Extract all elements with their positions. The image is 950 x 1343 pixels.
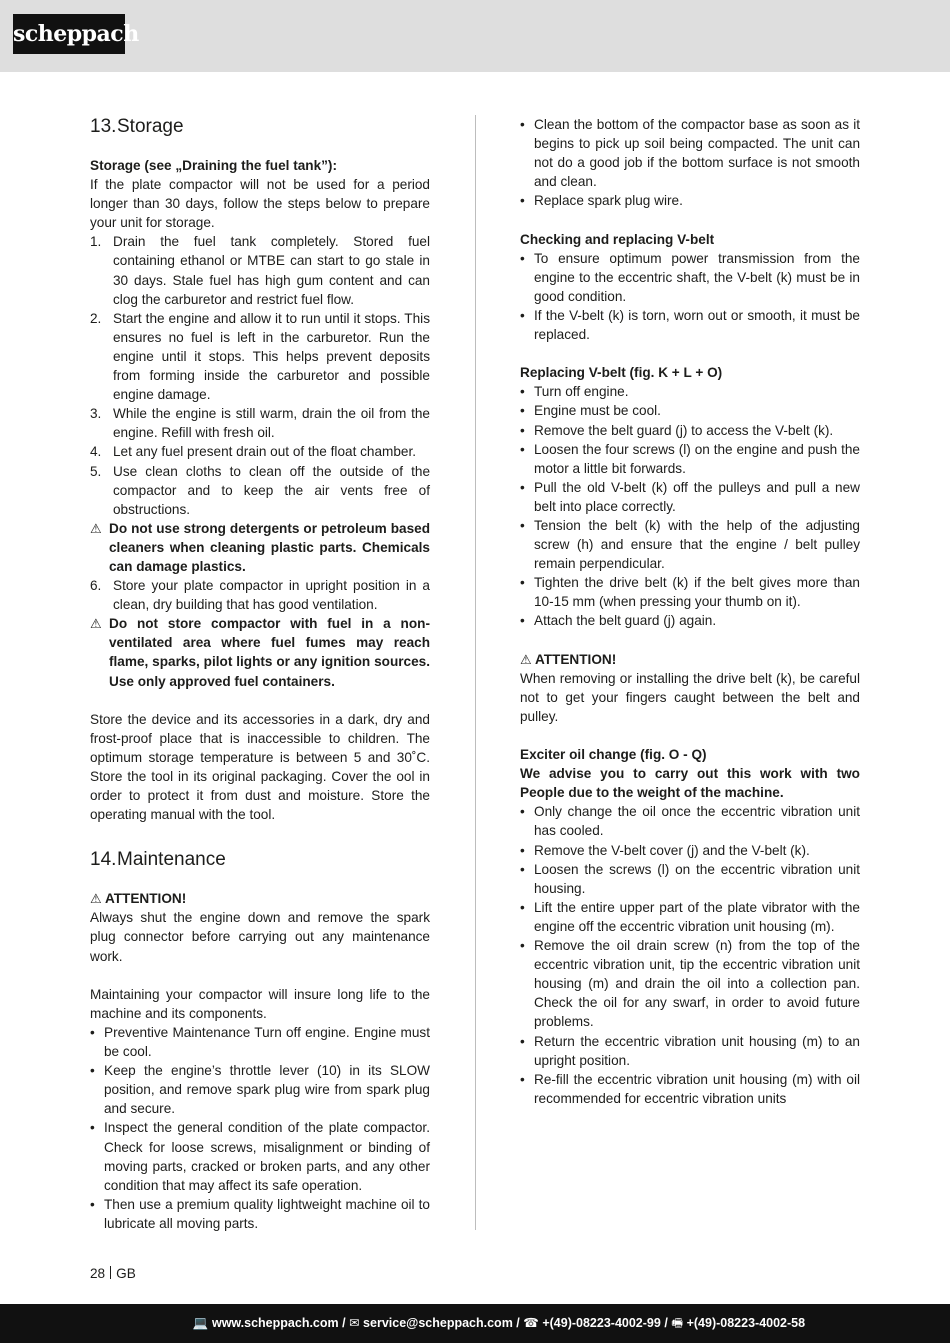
bullet-item [520,115,860,191]
bullet-icon: • [520,403,525,419]
bullet-item [520,573,860,611]
bullet-icon: • [90,1024,95,1040]
vbelt-attention-text: When removing or installing the drive belt (k), be careful not to get your fingers caught between the belt and pulley. [520,670,860,724]
bullet-icon: • [520,422,525,438]
bullet-item [520,611,860,630]
column-divider [475,115,476,1230]
numbered-step [90,462,430,519]
bullet-text: Preventive Maintenance Turn off engine. Engine must be cool. [104,1024,430,1060]
bullet-text: Remove the V-belt cover (j) and the V-belt (k). [534,842,810,858]
bullet-text: Attach the belt guard (j) again. [534,613,717,629]
bullet-icon: • [520,842,525,858]
bullet-item [520,516,860,573]
bullet-item [520,898,860,936]
maintenance-attention-text: Always shut the engine down and remove the spark plug connector before carrying out any maintenance work. [90,910,430,964]
bullet-text: Lift the entire upper part of the plate vibrator with the engine off the eccentric vibration unit housing (m). [534,899,860,934]
bullet-item [90,1061,430,1118]
bullet-item [520,191,860,210]
footer-separator [110,1266,111,1279]
warning-triangle-icon: ⚠ [90,616,102,632]
bullet-text: Then use a premium quality lightweight machine oil to lubricate all moving parts. [104,1196,430,1231]
section-number: 14. [90,849,117,871]
bullet-item [520,936,860,1031]
storage-steps-continued [90,576,430,614]
scheppach-logo: scheppach [13,14,125,54]
warning-triangle-icon: ⚠ [520,651,532,667]
bullet-icon: • [90,1196,95,1212]
language-code: GB [116,1266,136,1281]
bullet-text: Remove the oil drain screw (n) from the top of the eccentric vibration unit, tip the eccentric vibration unit housing (m) and drain the oil into a collection pan. Check the oil for any swarf, in order to avoid future problems. [534,938,860,1030]
bullet-text: If the V-belt (k) is torn, worn out or smooth, it must be replaced. [534,307,860,343]
step-number: 5. [90,463,102,479]
bullet-item [520,382,860,401]
left-column [90,115,430,1233]
bullet-icon: • [520,384,525,400]
step-text: Start the engine and allow it to run until it stops. This ensures no fuel is left in the carburetor. Run the engine until it stops. This helps prevent deposits from forming inside the carburetor and possible engine damage. [113,310,430,403]
maintenance-bullets [90,1023,430,1233]
bullet-icon: • [520,938,525,954]
exciter-heading: Exciter oil change (fig. O - Q) [520,747,707,763]
phone-icon: ☎ [523,1316,539,1330]
maintenance-intro: Maintaining your compactor will insure long life to the machine and its components. [90,986,430,1021]
vbelt-check-heading: Checking and replacing V-belt [520,231,715,247]
bullet-item [520,401,860,420]
bullet-text: Only change the oil once the eccentric vibration unit has cooled. [534,804,860,839]
exciter-bullets [520,802,860,1108]
vbelt-check-bullets [520,249,860,344]
bullet-icon: • [520,517,525,533]
section-heading-storage [90,115,430,139]
bullet-icon: • [520,193,525,209]
attention-label: ⚠ ATTENTION! [520,650,860,669]
step-text: Store your plate compactor in upright position in a clean, dry building that has good ventilation. [113,578,430,613]
bullet-text: Clean the bottom of the compactor base as soon as it begins to pick up soil being compacted. The unit can not do a good job if the bottom surface is not smooth and clean. [534,117,860,190]
storage-subheading: Storage (see „Draining the fuel tank”): [90,158,337,173]
numbered-step [90,404,430,442]
step-text: Use clean cloths to clean off the outside of the compactor and to keep the air vents free of obstructions. [113,463,430,517]
header-band [0,0,950,72]
bullet-icon: • [520,1071,525,1087]
bullet-icon: • [520,250,525,266]
section-title: Storage [117,116,184,137]
bullet-item [520,478,860,516]
page-footer [90,1264,136,1283]
bullet-item [520,1070,860,1108]
maintenance-bullets-continued [520,115,860,210]
bullet-icon: • [520,613,525,629]
bullet-item [520,1032,860,1070]
bullet-item [520,860,860,898]
bullet-text: Remove the belt guard (j) to access the V-belt (k). [534,422,834,438]
bullet-text: Tension the belt (k) with the help of the adjusting screw (h) and ensure that the engine / belt pulley remain perpendicular. [534,517,860,572]
bullet-item [90,1195,430,1233]
bullet-icon: • [520,307,525,323]
vbelt-replace-heading: Replacing V-belt (fig. K + L + O) [520,365,723,381]
bullet-text: Tighten the drive belt (k) if the belt gives more than 10-15 mm (when pressing your thumb on it). [534,575,860,610]
numbered-step [90,309,430,404]
page-number: 28 [90,1266,106,1281]
bullet-icon: • [520,899,525,915]
section-number: 13. [90,116,117,137]
bullet-icon: • [90,1063,95,1079]
bullet-icon: • [520,441,525,457]
bullet-item [520,306,860,344]
step-number: 6. [90,578,102,594]
step-text: Drain the fuel tank completely. Stored fuel containing ethanol or MTBE can start to go stale in 30 days. Stale fuel has high gum content and can clog the carburetor and restrict fuel flow. [113,234,430,307]
numbered-step [90,442,430,461]
bullet-text: Turn off engine. [534,384,629,400]
exciter-advice: We advise you to carry out this work with two People due to the weight of the machine. [520,766,860,801]
bullet-item [520,421,860,440]
bullet-icon: • [520,575,525,591]
bullet-text: Loosen the screws (l) on the eccentric vibration unit housing. [534,861,860,896]
contact-bar: 💻 www.scheppach.com / ✉ service@scheppach.com / ☎ +(49)-08223-4002-99 / 🖷 +(49)-08223-4002-58 [0,1304,950,1343]
bullet-text: Loosen the four screws (l) on the engine and push the motor a little bit forwards. [534,441,860,476]
bullet-icon: • [520,804,525,820]
email-link[interactable]: service@scheppach.com [363,1316,513,1330]
fax-icon: 🖷 [671,1316,684,1330]
bullet-text: Re-fill the eccentric vibration unit housing (m) with oil recommended for eccentric vibration units [534,1071,860,1106]
bullet-item [520,440,860,478]
bullet-item [520,249,860,306]
bullet-text: To ensure optimum power transmission from the engine to the eccentric shaft, the V-belt (k) must be in good condition. [534,250,860,304]
bullet-text: Inspect the general condition of the plate compactor. Check for loose screws, misalignment or binding of moving parts, cracked or broken parts, and any other condition that may affect its safe operation. [104,1120,430,1193]
bullet-item [520,841,860,860]
bullet-icon: • [520,1033,525,1049]
warning-detergents: ⚠ Do not use strong detergents or petroleum based cleaners when cleaning plastic parts. Chemicals can damage plastics. [90,520,430,574]
bullet-icon: • [90,1120,95,1136]
bullet-icon: • [520,861,525,877]
computer-icon: 💻 [192,1316,209,1330]
vbelt-replace-bullets [520,382,860,630]
bullet-item [90,1118,430,1194]
bullet-icon: • [520,479,525,495]
storage-closing: Store the device and its accessories in a dark, dry and frost-proof place that is inaccessible to children. The optimum storage temperature is between 5 and 30˚C. Store the tool in its original packaging. Cover the ool in order to protect it from dust and moisture. Store the operating manual with the tool. [90,711,430,823]
step-number: 1. [90,234,102,250]
bullet-text: Pull the old V-belt (k) off the pulleys and pull a new belt into place correctly. [534,479,860,514]
warning-fuel: ⚠ Do not store compactor with fuel in a non-ventilated area where fuel fumes may reach flame, sparks, pilot lights or any ignition sources. Use only approved fuel containers. [90,616,430,689]
step-text: Let any fuel present drain out of the float chamber. [113,444,417,460]
mail-icon: ✉ [349,1316,360,1330]
attention-label: ⚠ ATTENTION! [90,889,430,908]
step-text: While the engine is still warm, drain the oil from the engine. Refill with fresh oil. [113,406,430,441]
numbered-step [90,576,430,614]
warning-triangle-icon: ⚠ [90,891,102,907]
bullet-icon: • [520,117,525,132]
step-number: 2. [90,310,102,326]
section-heading-maintenance [90,848,430,872]
bullet-item [90,1023,430,1061]
phone-number: +(49)-08223-4002-99 [542,1316,661,1330]
storage-steps [90,232,430,518]
storage-intro: If the plate compactor will not be used for a period longer than 30 days, follow the steps below to prepare your unit for storage. [90,177,430,231]
right-column [520,115,860,1108]
section-title: Maintenance [117,849,226,871]
website-link[interactable]: www.scheppach.com [211,1316,339,1330]
warning-triangle-icon: ⚠ [90,520,102,536]
step-number: 3. [90,406,102,422]
bullet-item [520,802,860,840]
bullet-text: Replace spark plug wire. [534,193,683,209]
bullet-text: Engine must be cool. [534,403,661,419]
bullet-text: Return the eccentric vibration unit housing (m) to an upright position. [534,1033,860,1068]
fax-number: +(49)-08223-4002-58 [686,1316,806,1330]
numbered-step [90,232,430,308]
bullet-text: Keep the engine’s throttle lever (10) in its SLOW position, and remove spark plug wire from spark plug and secure. [104,1063,430,1117]
step-number: 4. [90,444,102,460]
